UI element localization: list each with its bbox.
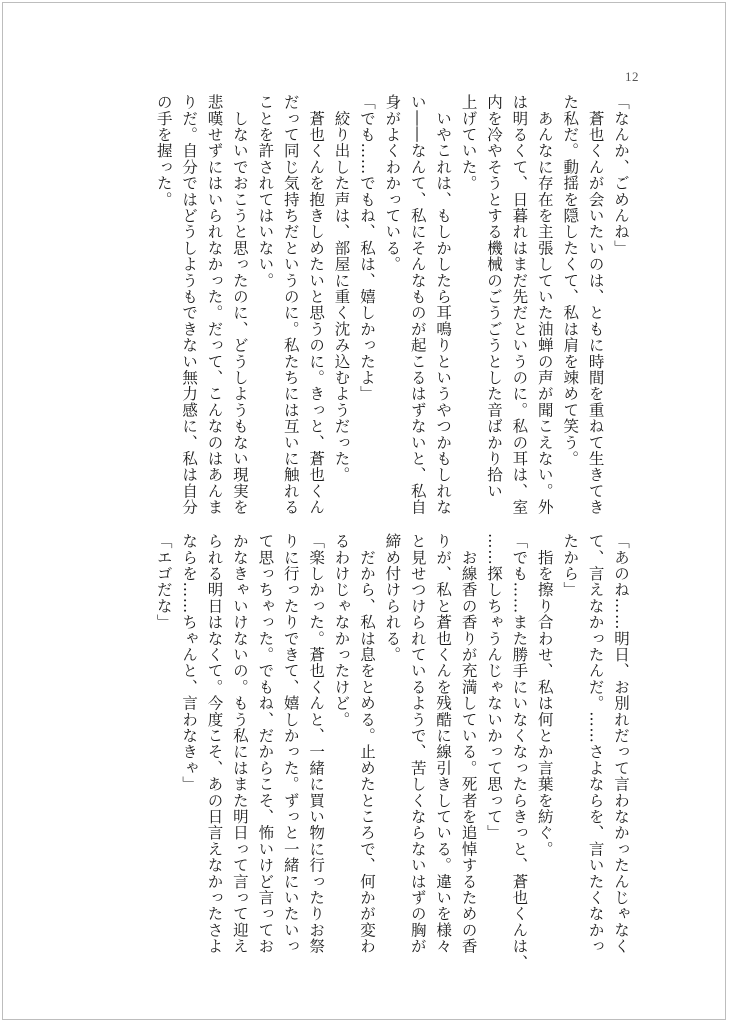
text-line: 「でも……また勝手にいなくなったらきっと、蒼也くんは、 — [510, 533, 529, 971]
text-line: 「エゴだな」 — [154, 533, 173, 631]
text-line: しないでおこうと思ったのに、どうしようもない現実を — [230, 94, 249, 516]
text-line: るわけじゃなかったけど。 — [332, 533, 351, 728]
text-line: 身がよくわかっている。 — [383, 94, 402, 273]
text-line: 蒼也くんを抱きしめたいと思うのに。きっと、蒼也くん — [307, 94, 326, 516]
text-line: て、言えなかったんだ。……さよならを、言いたくなかっ — [586, 533, 605, 955]
text-line: 「でも……でもね、私は、嬉しかったよ」 — [357, 94, 376, 402]
text-line: の手を握った。 — [154, 94, 173, 208]
text-line: だから、私は息をとめる。止めたところで、何かが変わ — [357, 533, 376, 955]
text-line: 内を冷やそうとする機械のごうごうとした音ばかり拾い — [484, 94, 503, 499]
text-line: 「あのね……明日、お別れだって言わなかったんじゃなく — [612, 533, 630, 955]
text-line: りだ。自分ではどうしようもできない無力感に、私は自分 — [180, 94, 199, 516]
text-line: 絞り出した声は、部屋に重く沈み込むようだった。 — [332, 94, 351, 483]
text-line: かなきゃいけないの。もう私にはまた明日って言って迎え — [230, 533, 249, 955]
text-tier-bottom — [140, 533, 633, 971]
text-tier-top — [154, 94, 633, 516]
text-line: だって同じ気持ちだというのに。私たちには互いに触れる — [281, 94, 300, 516]
text-line: 悲嘆せずにはいられなかった。だって、こんなのはあんま — [205, 94, 224, 516]
text-line: と見せつけられているようで、苦しくならないはずの胸が — [408, 533, 427, 955]
book-page — [2, 2, 726, 1020]
text-line: ……探しちゃうんじゃないかって思って」 — [484, 533, 503, 841]
text-line: りに行ったりできて、嬉しかった。ずっと一緒にいたいっ — [281, 533, 300, 955]
text-line: 指を擦り合わせ、私は何とか言葉を紡ぐ。 — [535, 533, 554, 857]
text-line: い――なんて、私にそんなものが起こるはずないと、私自 — [408, 94, 427, 516]
text-line: ならを……ちゃんと、言わなきゃ」 — [180, 533, 199, 793]
text-line: 蒼也くんが会いたいのは、ともに時間を重ねて生きてき — [586, 94, 605, 516]
text-line: は明るくて、日暮れはまだ先だというのに。私の耳は、室 — [510, 94, 529, 516]
text-line: ことを許されてはいない。 — [256, 94, 275, 289]
text-line: 「楽しかった。蒼也くんと、一緒に買い物に行ったりお祭 — [307, 533, 326, 955]
text-line: られる明日はなくて。今度こそ、あの日言えなかったさよ — [205, 533, 224, 955]
text-line: たから」 — [561, 533, 580, 598]
page-number: 12 — [625, 69, 639, 84]
text-line: りが、私と蒼也くんを残酷に線引きしている。違いを様々 — [434, 533, 453, 955]
text-line: あんなに存在を主張していた油蝉の声が聞こえない。外 — [535, 94, 554, 516]
text-line: て思っちゃった。でもね、だからこそ、怖いけど言ってお — [256, 533, 275, 955]
text-line: いやこれは、もしかしたら耳鳴りというやつかもしれな — [434, 94, 453, 516]
text-line: 「なんか、ごめんね」 — [612, 94, 630, 256]
text-line: た私だ。動揺を隠したくて、私は肩を竦めて笑う。 — [561, 94, 580, 467]
text-line: 締め付けられる。 — [383, 533, 402, 663]
text-line: 上げていた。 — [459, 94, 478, 192]
text-line: お線香の香りが充満している。死者を追悼するための香 — [459, 533, 478, 955]
